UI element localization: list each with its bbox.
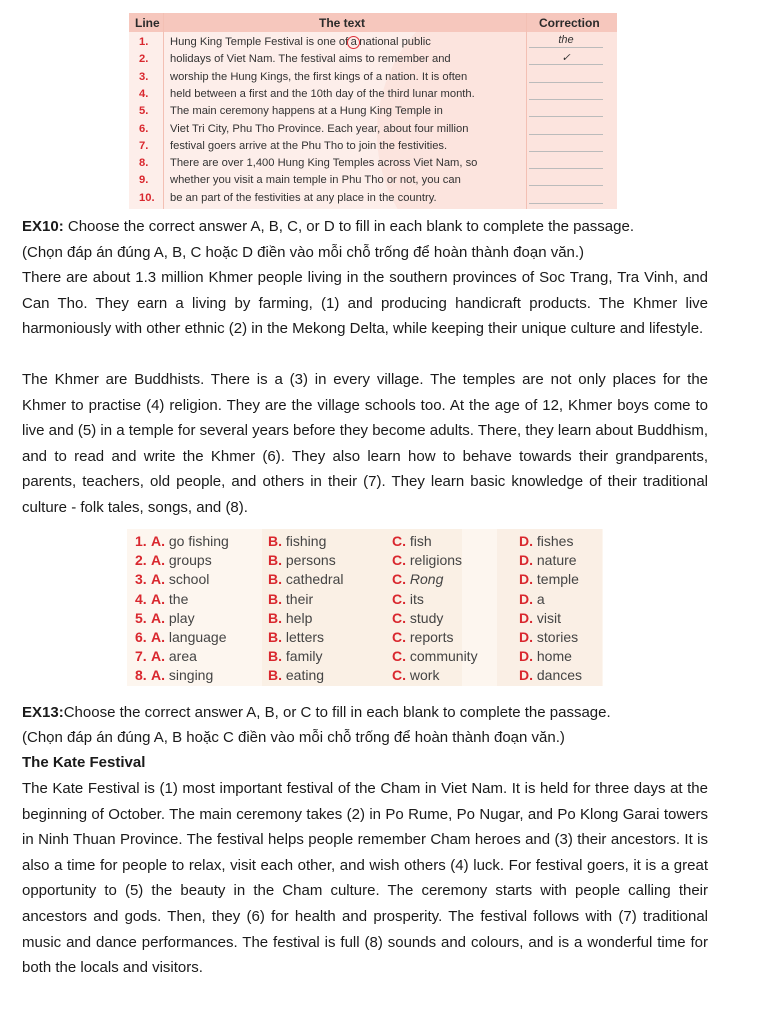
ex13-label: EX13: xyxy=(22,704,64,721)
table-row xyxy=(129,172,617,189)
option-a[interactable] xyxy=(151,629,227,645)
option-d[interactable] xyxy=(519,591,545,607)
option-letter: C. xyxy=(392,648,406,665)
line-number: 3. xyxy=(139,70,149,83)
option-c[interactable] xyxy=(392,533,432,549)
line-text-post: national public xyxy=(359,36,431,48)
option-value: visit xyxy=(536,609,562,626)
option-letter: A. xyxy=(151,571,165,588)
correction-blank[interactable] xyxy=(529,103,603,117)
option-d[interactable] xyxy=(519,610,561,626)
option-value: play xyxy=(168,609,195,626)
question-number: 1. xyxy=(135,533,147,549)
line-number: 4. xyxy=(139,87,149,100)
option-letter: B. xyxy=(268,552,282,569)
option-d[interactable] xyxy=(519,648,572,664)
correction-blank[interactable]: the xyxy=(529,34,603,48)
option-value: nature xyxy=(536,552,577,569)
option-value: study xyxy=(409,609,444,626)
option-letter: D. xyxy=(519,552,533,569)
option-letter: C. xyxy=(392,629,406,645)
option-letter: D. xyxy=(519,590,533,607)
option-value: stories xyxy=(536,629,579,645)
option-value: persons xyxy=(285,552,336,569)
header-line: Line xyxy=(135,16,160,30)
line-text: Viet Tri City, Phu Tho Province. Each year, about four million xyxy=(170,122,469,135)
line-text: whether you visit a main temple in Phu Tho or not, you can xyxy=(170,174,461,187)
ex13-paragraph: The Kate Festival is (1) most important festival of the Cham in Viet Nam. It is held for three days at the beginning of October. The main ceremony takes (2) in Po Rume, Po Nugar, and Po Klong Garai towers in Ninh Thuan Province. The festival helps people remember Cham heroes and (3) their ancestors. It is also a time for people to relax, visit each other, and wish others (4) luck. For festival goers, it is a great opportunity to (5) the beauty in the Cham culture. The ceremony starts with people calling their ancestors and gods. Then, they (6) for health and prosperity. The festival follows with (7) traditional music and dance performances. The festival is full (8) sounds and colours, and is a wonderful time for both the locals and visitors. xyxy=(22,780,708,977)
option-a[interactable] xyxy=(151,533,229,549)
option-letter: C. xyxy=(392,590,406,607)
option-c[interactable] xyxy=(392,571,443,587)
error-correction-table xyxy=(129,13,617,209)
ex13-title: The Kate Festival xyxy=(22,754,146,771)
line-number: 2. xyxy=(139,53,149,66)
option-row xyxy=(127,608,603,627)
option-letter: B. xyxy=(268,533,282,549)
correction-blank[interactable] xyxy=(529,172,603,186)
option-c[interactable] xyxy=(392,629,453,645)
option-row xyxy=(127,646,603,665)
line-number: 5. xyxy=(139,105,149,118)
option-value: home xyxy=(536,648,572,665)
correction-blank[interactable] xyxy=(529,86,603,100)
circled-error: a xyxy=(347,36,360,49)
option-value: area xyxy=(168,648,197,665)
line-text: There are over 1,400 Hung King Temples across Viet Nam, so xyxy=(170,157,478,170)
option-letter: B. xyxy=(268,629,282,645)
line-text: festival goers arrive at the Phu Tho to join the festivities. xyxy=(170,139,448,152)
option-a[interactable] xyxy=(151,667,213,683)
option-letter: A. xyxy=(151,609,165,626)
option-value: fish xyxy=(409,533,432,549)
correction-blank[interactable] xyxy=(529,138,603,152)
ex10-instruction xyxy=(22,214,708,240)
line-text: held between a first and the 10th day of the third lunar month. xyxy=(170,87,475,100)
option-value: fishing xyxy=(285,533,327,549)
table-row xyxy=(129,190,617,207)
option-value: help xyxy=(285,609,313,626)
option-d[interactable] xyxy=(519,533,573,549)
option-b[interactable] xyxy=(268,571,343,587)
line-number: 9. xyxy=(139,174,149,187)
option-row xyxy=(127,550,603,569)
option-d[interactable] xyxy=(519,552,577,568)
option-d[interactable] xyxy=(519,629,578,645)
option-value: a xyxy=(536,590,545,607)
ex13-instruction-vi: (Chọn đáp án đúng A, B hoặc C điền vào mỗi chỗ trống để hoàn thành đoạn văn.) xyxy=(22,729,565,746)
option-value: reports xyxy=(409,629,454,645)
option-row xyxy=(127,665,603,684)
question-number: 2. xyxy=(135,552,147,569)
ex13-instruction xyxy=(22,700,708,726)
option-letter: C. xyxy=(392,533,406,549)
option-b[interactable] xyxy=(268,648,322,664)
question-number: 5. xyxy=(135,609,147,626)
option-letter: C. xyxy=(392,667,406,684)
table-row xyxy=(129,86,617,103)
option-value: family xyxy=(285,648,323,665)
option-value: community xyxy=(409,648,478,665)
option-letter: C. xyxy=(392,571,406,588)
option-value: dances xyxy=(536,667,583,684)
line-text-pre: Hung King Temple Festival is one of xyxy=(170,36,349,48)
option-value: groups xyxy=(168,552,212,569)
line-text xyxy=(170,36,431,49)
option-a[interactable] xyxy=(151,648,197,664)
option-letter: A. xyxy=(151,629,165,645)
option-letter: D. xyxy=(519,533,533,549)
line-text: be an part of the festivities at any place in the country. xyxy=(170,191,437,204)
option-value: temple xyxy=(536,571,579,588)
line-number: 10. xyxy=(139,191,155,204)
option-letter: B. xyxy=(268,590,282,607)
option-letter: D. xyxy=(519,609,533,626)
correction-blank[interactable] xyxy=(529,155,603,169)
question-number: 7. xyxy=(135,648,147,665)
table-row xyxy=(129,138,617,155)
option-letter: A. xyxy=(151,533,165,549)
option-letter: A. xyxy=(151,667,165,684)
question-number: 4. xyxy=(135,590,147,607)
ex10-instruction-vi: (Chọn đáp án đúng A, B, C hoặc D điền vào mỗi chỗ trống để hoàn thành đoạn văn.) xyxy=(22,244,585,261)
option-value: their xyxy=(285,590,314,607)
option-value: singing xyxy=(168,667,214,684)
table-row xyxy=(129,69,617,86)
option-value: fishes xyxy=(536,533,574,549)
option-row xyxy=(127,627,603,646)
option-a[interactable] xyxy=(151,591,188,607)
option-letter: D. xyxy=(519,629,533,645)
option-letter: A. xyxy=(151,552,165,569)
question-number: 3. xyxy=(135,571,147,588)
option-b[interactable] xyxy=(268,552,336,568)
table-row xyxy=(129,34,617,51)
option-letter: B. xyxy=(268,609,282,626)
option-letter: C. xyxy=(392,552,406,569)
line-number: 1. xyxy=(139,36,149,48)
ex10-paragraph-1: There are about 1.3 million Khmer people living in the southern provinces of Soc Trang, Tra Vinh, and Can Tho. They earn a living by farming, (1) and producing handicraft products. The Khmer live harmoniously with other ethnic (2) in the Mekong Delta, while keeping their unique culture and lifestyle. xyxy=(22,269,708,338)
line-text: worship the Hung Kings, the first kings of a nation. It is often xyxy=(170,70,468,83)
header-correction: Correction xyxy=(539,16,600,30)
line-number: 8. xyxy=(139,157,149,170)
option-c[interactable] xyxy=(392,591,424,607)
option-a[interactable] xyxy=(151,571,209,587)
correction-blank[interactable] xyxy=(529,121,603,135)
option-value: the xyxy=(168,590,189,607)
ex10-instruction-text: Choose the correct answer A, B, C, or D to fill in each blank to complete the passage. xyxy=(63,218,634,235)
table-row xyxy=(129,121,617,138)
line-text: The main ceremony happens at a Hung King Temple in xyxy=(170,105,443,118)
line-number: 6. xyxy=(139,122,149,135)
option-c[interactable] xyxy=(392,648,478,664)
option-b[interactable] xyxy=(268,629,324,645)
option-letter: B. xyxy=(268,667,282,684)
option-letter: D. xyxy=(519,648,533,665)
option-b[interactable] xyxy=(268,533,326,549)
option-letter: D. xyxy=(519,571,533,588)
question-number: 6. xyxy=(135,629,147,645)
option-d[interactable] xyxy=(519,667,582,683)
option-letter: B. xyxy=(268,571,282,588)
option-value: go fishing xyxy=(168,533,229,549)
option-b[interactable] xyxy=(268,667,324,683)
option-d[interactable] xyxy=(519,571,579,587)
ex10-options-box xyxy=(127,529,603,686)
correction-blank[interactable] xyxy=(529,69,603,83)
option-value: cathedral xyxy=(285,571,344,588)
correction-blank[interactable] xyxy=(529,190,603,204)
option-value: religions xyxy=(409,552,463,569)
option-row xyxy=(127,531,603,550)
option-row xyxy=(127,569,603,588)
option-letter: D. xyxy=(519,667,533,684)
table-row xyxy=(129,103,617,120)
line-number: 7. xyxy=(139,139,149,152)
option-value: letters xyxy=(285,629,325,645)
option-a[interactable] xyxy=(151,610,195,626)
option-c[interactable] xyxy=(392,552,462,568)
ex10-label: EX10: xyxy=(22,218,64,235)
header-text: The text xyxy=(319,16,366,30)
option-row xyxy=(127,589,603,608)
option-letter: C. xyxy=(392,609,406,626)
ex13-instruction-text: Choose the correct answer A, B, or C to fill in each blank to complete the passage. xyxy=(63,704,611,721)
option-c[interactable] xyxy=(392,667,439,683)
option-letter: B. xyxy=(268,648,282,665)
option-letter: A. xyxy=(151,590,165,607)
option-value: school xyxy=(168,571,210,588)
line-text: holidays of Viet Nam. The festival aims to remember and xyxy=(170,53,451,66)
option-letter: A. xyxy=(151,648,165,665)
option-value: Rong xyxy=(409,571,444,588)
option-b[interactable] xyxy=(268,610,312,626)
question-number: 8. xyxy=(135,667,147,684)
option-value: its xyxy=(409,590,424,607)
table-row xyxy=(129,51,617,68)
table-header xyxy=(129,13,617,32)
option-value: work xyxy=(409,667,440,684)
table-row xyxy=(129,155,617,172)
ex10-paragraph-2: The Khmer are Buddhists. There is a (3) in every village. The temples are not only places for the Khmer to practise (4) religion. They are the village schools too. At the age of 12, Khmer boys come to live and (5) in a temple for several years before they become adults. There, they learn about Buddhism, and to read and write the Khmer (6). They also learn how to behave towards their grandparents, parents, teachers, old people, and others in their (7). They learn basic knowledge of their traditional culture - folk tales, songs, and (8). xyxy=(22,371,708,516)
option-b[interactable] xyxy=(268,591,313,607)
option-value: eating xyxy=(285,667,325,684)
option-c[interactable] xyxy=(392,610,443,626)
option-value: language xyxy=(168,629,227,645)
correction-blank[interactable]: ✓ xyxy=(529,51,603,65)
option-a[interactable] xyxy=(151,552,212,568)
